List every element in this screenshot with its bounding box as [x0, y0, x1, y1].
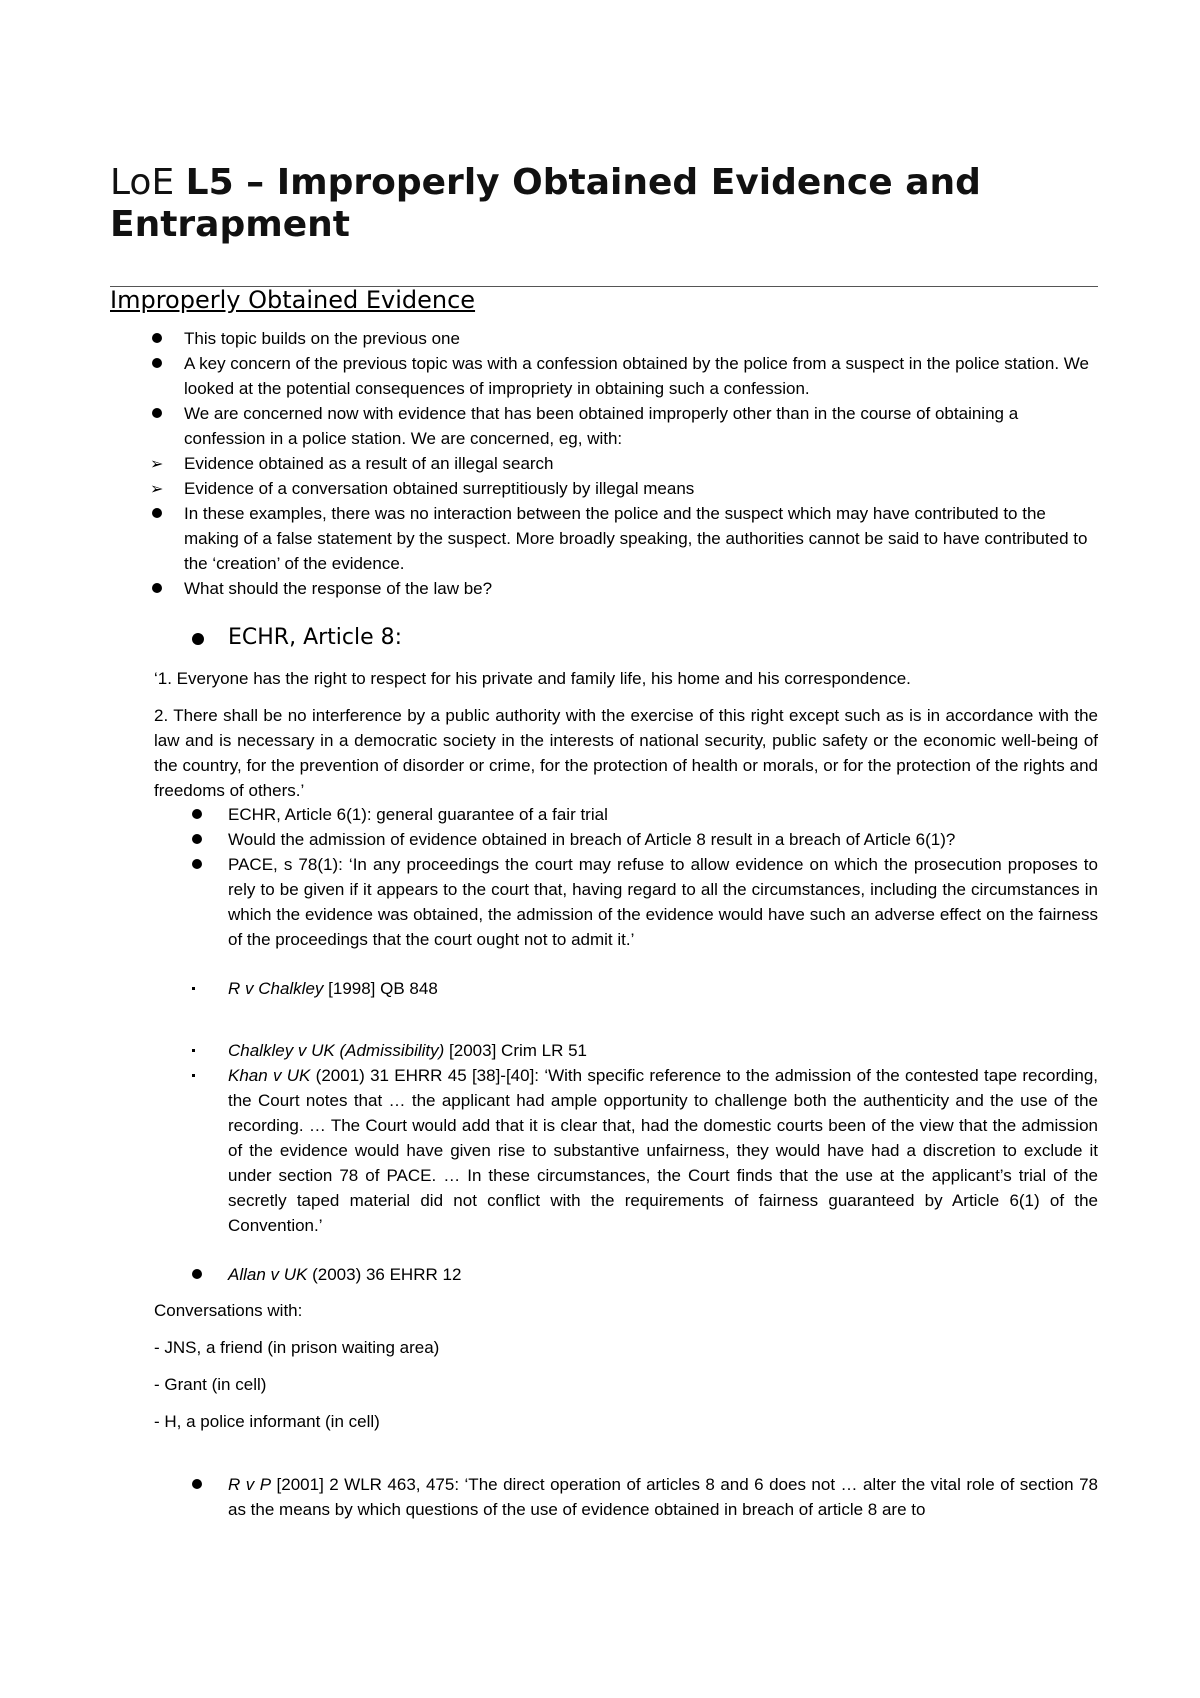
list-item [184, 401, 1098, 451]
list-item-text: What should the response of the law be? [184, 579, 493, 598]
bullet-icon [192, 633, 204, 645]
arrow-bullet-icon: ➢ [150, 454, 164, 473]
list-item [184, 501, 1098, 576]
case-chalkley-uk [228, 1038, 1098, 1063]
list-item-text: PACE, s 78(1): ‘In any proceedings the court may refuse to allow evidence on which the prosecution proposes to rely to be given if it appears to the court that, having regard to all the circumstances, including the circumstances in which the evidence was obtained, the admission of the evidence would have such an adverse effect on the fairness of the proceedings that the court ought not to admit it.’ [228, 855, 1098, 949]
conversations-label: Conversations with: [154, 1301, 303, 1320]
title-main: L5 – Improperly Obtained Evidence and Entrapment [110, 162, 981, 245]
bullet-icon [192, 1479, 202, 1489]
list-item-text: Would the admission of evidence obtained in breach of Article 8 result in a breach of Article 6(1)? [228, 830, 956, 849]
bullet-icon [192, 1269, 202, 1279]
case-name: Allan v UK [228, 1265, 308, 1284]
small-bullet-icon [192, 1049, 195, 1052]
document-title [110, 162, 1110, 246]
case-allan [228, 1262, 1098, 1287]
echr-heading-text: ECHR, Article 8: [228, 625, 403, 650]
arrow-bullet-icon: ➢ [150, 479, 164, 498]
echr-heading [228, 624, 402, 652]
small-bullet-icon [192, 987, 195, 990]
list-item [150, 451, 1098, 476]
bullet-icon [192, 809, 202, 819]
case-name: Khan v UK [228, 1066, 311, 1085]
list-item [184, 351, 1098, 401]
list-item [228, 802, 1098, 827]
echr-para-2: 2. There shall be no interference by a public authority with the exercise of this right except such as is in accordance with the law and is necessary in a democratic society in the interests of national security, public safety or the economic well-being of the country, for the prevention of disorder or crime, for the protection of health or morals, or for the protection of the rights and freedoms of others.’ [154, 706, 1098, 800]
small-bullet-icon [192, 1074, 195, 1077]
case-quote: (2001) 31 EHRR 45 [38]-[40]: ‘With specific reference to the admission of the contested tape recording, the Court notes that … the applicant had ample opportunity to challenge both the authenticity and the use of the recording. … The Court would add that it is clear that, had the domestic courts been of the view that the admission of the evidence would have given rise to substantive unfairness, they would have had a discretion to exclude it under section 78 of PACE. … In these circumstances, the Court finds that the use at the applicant’s trial of the secretly taped material did not conflict with the requirements of fairness guaranteed by Article 6(1) of the Convention.’ [228, 1066, 1098, 1235]
list-item [150, 476, 1098, 501]
list-item [184, 326, 1098, 351]
case-citation: (2003) 36 EHRR 12 [307, 1265, 462, 1284]
bullet-icon [152, 358, 162, 368]
case-quote: [2001] 2 WLR 463, 475: ‘The direct operation of articles 8 and 6 does not … alter the vital role of section 78 as the means by which questions of the use of evidence obtained in breach of article 8 are to [228, 1475, 1099, 1519]
bullet-icon [192, 859, 202, 869]
list-item [228, 852, 1098, 952]
bullet-icon [152, 408, 162, 418]
list-item-text: This topic builds on the previous one [184, 329, 460, 348]
case-khan [228, 1063, 1098, 1238]
conversation-item: - H, a police informant (in cell) [154, 1412, 380, 1431]
list-item-text: Evidence obtained as a result of an illegal search [184, 454, 554, 473]
section1-list [150, 326, 1098, 601]
case-r-v-p [228, 1472, 1098, 1522]
case-citation: [1998] QB 848 [323, 979, 438, 998]
list-item-text: ECHR, Article 6(1): general guarantee of a fair trial [228, 805, 608, 824]
echr-list [228, 802, 1098, 952]
list-item-text: In these examples, there was no interaction between the police and the suspect which may have contributed to the making of a false statement by the suspect. More broadly speaking, the authorities cannot be said to have contributed to the ‘creation’ of the evidence. [184, 504, 1088, 573]
case-name: Chalkley v UK (Admissibility) [228, 1041, 445, 1060]
case-citation: [2003] Crim LR 51 [444, 1041, 588, 1060]
case-chalkley [228, 976, 1098, 1001]
conversation-item: - Grant (in cell) [154, 1375, 267, 1394]
echr-para-1: ‘1. Everyone has the right to respect for his private and family life, his home and his correspondence. [154, 669, 911, 688]
list-item-text: We are concerned now with evidence that has been obtained improperly other than in the course of obtaining a confession in a police station. We are concerned, eg, with: [184, 404, 1019, 448]
section-heading: Improperly Obtained Evidence [110, 286, 476, 314]
bullet-icon [152, 333, 162, 343]
list-item-text: Evidence of a conversation obtained surreptitiously by illegal means [184, 479, 695, 498]
list-item [184, 576, 1098, 601]
case-name: R v P [228, 1475, 272, 1494]
bullet-icon [152, 508, 162, 518]
case-name: R v Chalkley [228, 979, 324, 998]
bullet-icon [152, 583, 162, 593]
list-item [228, 827, 1098, 852]
list-item-text: A key concern of the previous topic was with a confession obtained by the police from a suspect in the police station. We looked at the potential consequences of impropriety in obtaining such a confession. [184, 354, 1089, 398]
title-prefix: LoE [110, 162, 175, 203]
bullet-icon [192, 834, 202, 844]
conversation-item: - JNS, a friend (in prison waiting area) [154, 1338, 440, 1357]
